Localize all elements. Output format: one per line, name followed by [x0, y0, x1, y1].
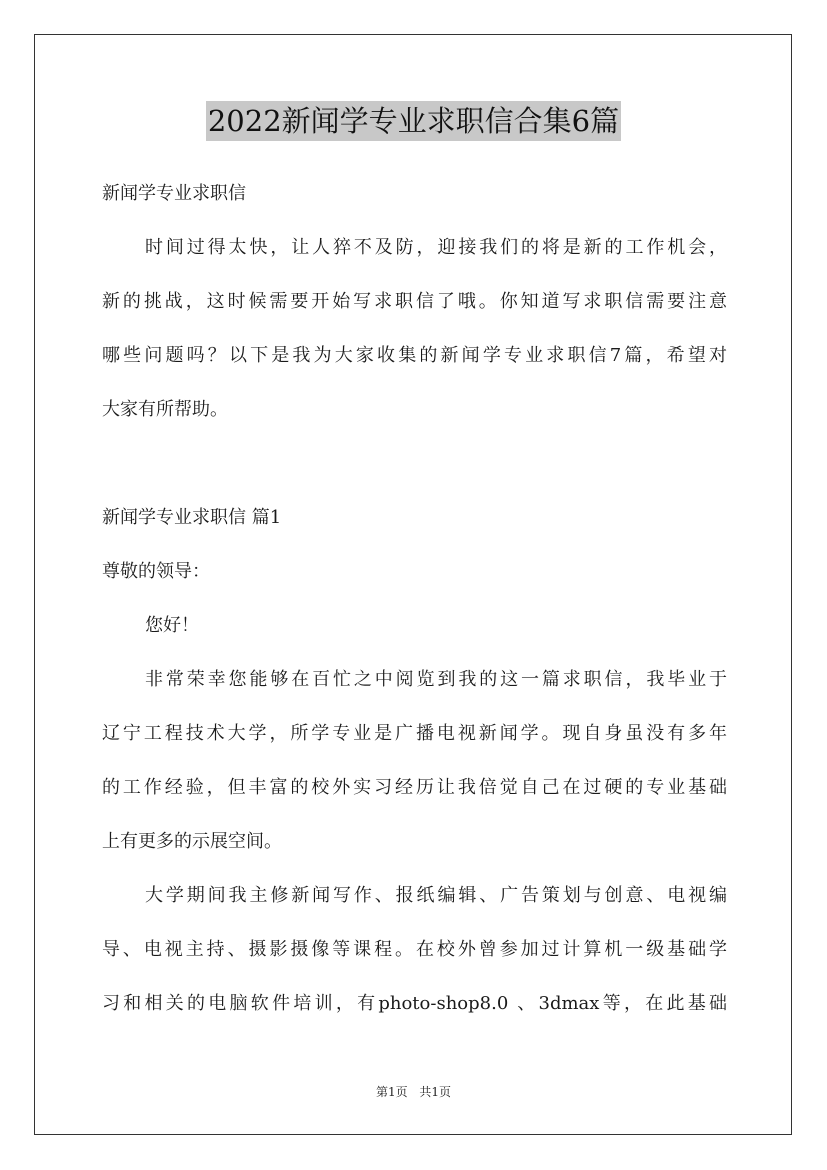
intro-line-3: 哪些问题吗？以下是我为大家收集的新闻学专业求职信7篇，希望对 — [102, 345, 727, 366]
page-number: 第1页 — [375, 1085, 408, 1099]
page-total: 共1页 — [419, 1085, 452, 1099]
intro-line-4: 大家有所帮助。 — [102, 399, 228, 420]
salutation: 尊敬的领导： — [102, 561, 210, 582]
document-body — [102, 167, 727, 1031]
document-title: 2022新闻学专业求职信合集6篇 — [206, 101, 621, 141]
intro-line-1: 时间过得太快，让人猝不及防，迎接我们的将是新的工作机会， — [145, 237, 727, 258]
paragraph-2-line-3: 习和相关的电脑软件培训，有photo-shop8.0 、3dmax等，在此基础 — [102, 993, 727, 1014]
paragraph-1-line-3: 的工作经验，但丰富的校外实习经历让我倍觉自己在过硬的专业基础 — [102, 777, 727, 798]
subheading: 新闻学专业求职信 — [102, 183, 246, 204]
paragraph-1-line-2: 辽宁工程技术大学，所学专业是广播电视新闻学。现自身虽没有多年 — [102, 723, 727, 744]
paragraph-1-line-4: 上有更多的示展空间。 — [102, 831, 282, 852]
paragraph-1-line-1: 非常荣幸您能够在百忙之中阅览到我的这一篇求职信，我毕业于 — [145, 669, 727, 690]
section-heading: 新闻学专业求职信 篇1 — [102, 507, 282, 528]
greeting: 您好！ — [145, 615, 199, 636]
paragraph-2-line-2: 导、电视主持、摄影摄像等课程。在校外曾参加过计算机一级基础学 — [102, 939, 727, 960]
paragraph-2-line-1: 大学期间我主修新闻写作、报纸编辑、广告策划与创意、电视编 — [145, 885, 727, 906]
intro-line-2: 新的挑战，这时候需要开始写求职信了哦。你知道写求职信需要注意 — [102, 291, 727, 312]
spacer — [102, 437, 727, 491]
title-container — [0, 101, 827, 141]
page-footer — [0, 1083, 827, 1100]
